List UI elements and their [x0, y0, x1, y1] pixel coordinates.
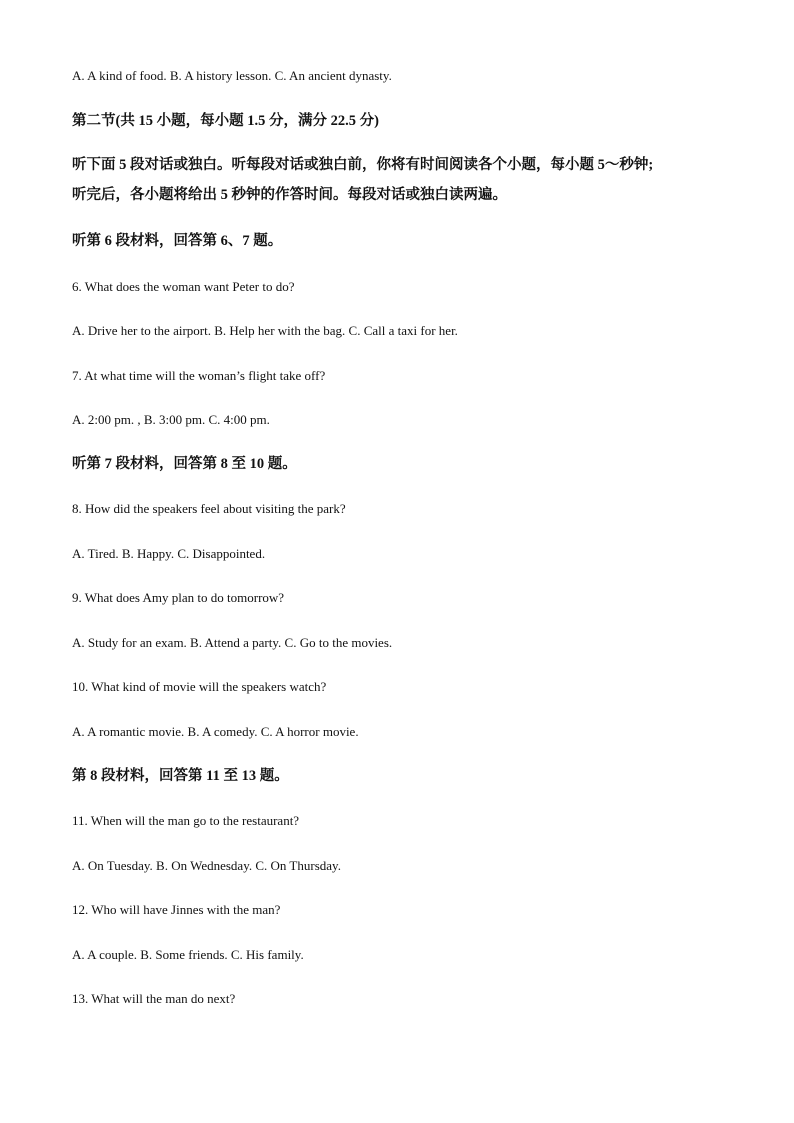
options-9: A. Study for an exam. B. Attend a party. C. Go to the movies.	[72, 635, 393, 650]
question-11: 11. When will the man go to the restaurant?	[72, 813, 300, 828]
material-8-header: 第 8 段材料，回答第 11 至 13 题。	[72, 768, 289, 784]
options-12: A. A couple. B. Some friends. C. His family.	[72, 947, 304, 962]
question-13: 13. What will the man do next?	[72, 991, 236, 1006]
options-10: A. A romantic movie. B. A comedy. C. A horror movie.	[72, 724, 359, 739]
material-7-header: 听第 7 段材料，回答第 8 至 10 题。	[72, 456, 297, 472]
question-6: 6. What does the woman want Peter to do?	[72, 279, 295, 294]
material-6-header: 听第 6 段材料，回答第 6、7 题。	[72, 233, 283, 249]
section-two-header: 第二节(共 15 小题，每小题 1.5 分，满分 22.5 分)	[72, 113, 379, 129]
instruction-line-1: 听下面 5 段对话或独白。听每段对话或独白前，你将有时间阅读各个小题，每小题 5～秒钟;	[72, 157, 654, 173]
question-10: 10. What kind of movie will the speakers watch?	[72, 679, 327, 694]
options-11: A. On Tuesday. B. On Wednesday. C. On Thursday.	[72, 858, 341, 873]
option-line-5: A. A kind of food. B. A history lesson. C. An ancient dynasty.	[72, 68, 392, 83]
question-9: 9. What does Amy plan to do tomorrow?	[72, 590, 285, 605]
question-7: 7. At what time will the woman’s flight take off?	[72, 368, 326, 383]
question-8: 8. How did the speakers feel about visiting the park?	[72, 501, 346, 516]
options-7: A. 2:00 pm. , B. 3:00 pm. C. 4:00 pm.	[72, 412, 270, 427]
options-8: A. Tired. B. Happy. C. Disappointed.	[72, 546, 266, 561]
instruction-line-2: 听完后，各小题将给出 5 秒钟的作答时间。每段对话或独白读两遍。	[72, 187, 507, 203]
question-12: 12. Who will have Jinnes with the man?	[72, 902, 281, 917]
options-6: A. Drive her to the airport. B. Help her with the bag. C. Call a taxi for her.	[72, 323, 458, 338]
